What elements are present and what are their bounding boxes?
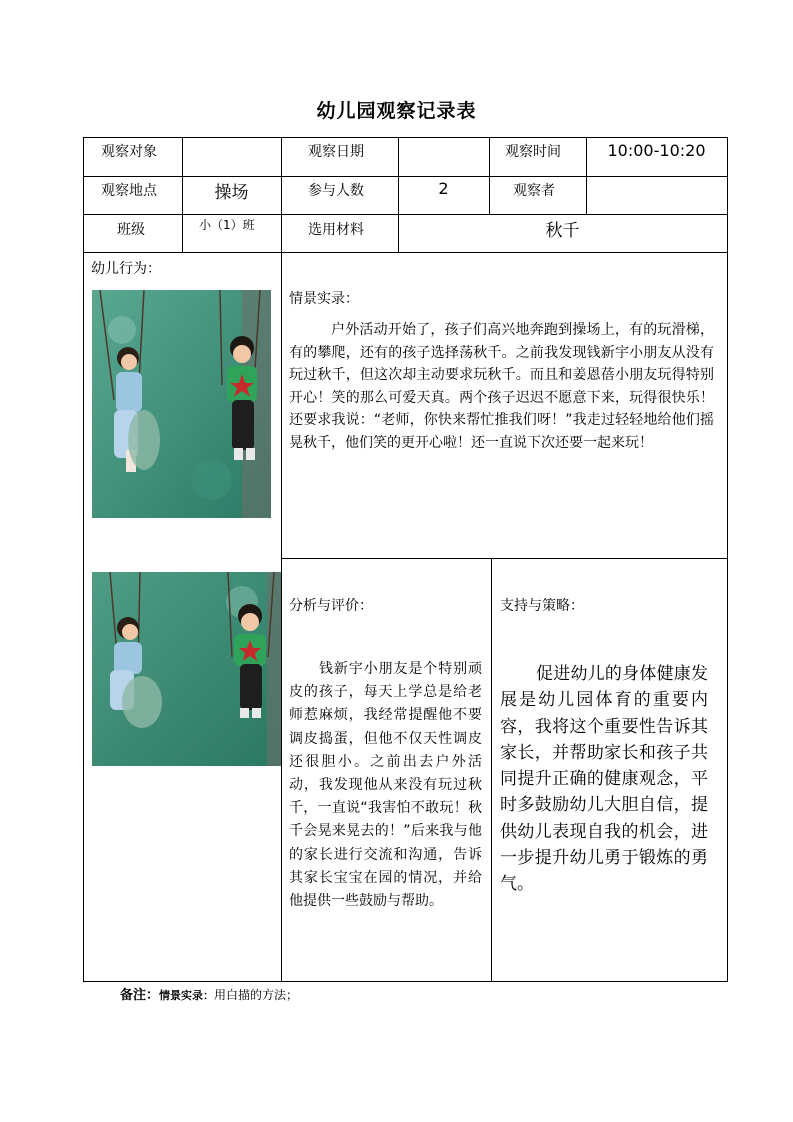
swing-photo-1 [92, 290, 271, 518]
analysis-label: 分析与评价： [289, 598, 373, 614]
note-item-text: 用白描的方法； [214, 988, 299, 1002]
location-value: 操场 [214, 183, 249, 203]
observe-time-value: 10:00-10:20 [607, 141, 706, 160]
observe-date-label: 观察日期 [308, 144, 364, 160]
observe-time-label: 观察时间 [505, 144, 561, 160]
footnote [120, 984, 298, 1003]
support-label: 支持与策略： [500, 598, 584, 614]
behavior-label: 幼儿行为： [91, 261, 161, 277]
swing-photo-2 [92, 572, 281, 766]
class-value: 小（1）班 [199, 218, 255, 232]
participants-label: 参与人数 [308, 183, 364, 199]
material-label: 选用材料 [308, 222, 364, 238]
scene-label: 情景实录： [289, 291, 359, 307]
participants-value: 2 [438, 179, 449, 198]
analysis-text: 钱新宇小朋友是个特别顽皮的孩子，每天上学总是给老师惹麻烦，我经常提醒他不要调皮捣蛋，但他不仅天性调皮还很胆小。之前出去户外活动，我发现他从来没有玩过秋千，一直说“我害怕不敢玩！秋千会晃来晃去的！”后来我与他的家长进行交流和沟通，告诉其家长宝宝在园的情况，并给他提供一些鼓励与帮助。 [289, 661, 482, 910]
class-label: 班级 [117, 222, 145, 238]
observer-label: 观察者 [513, 183, 555, 199]
location-label: 观察地点 [101, 183, 157, 199]
scene-text: 户外活动开始了，孩子们高兴地奔跑到操场上，有的玩滑梯，有的攀爬，还有的孩子选择荡秋千。之前我发现钱新宇小朋友从没有玩过秋千，但这次却主动要求玩秋千。而且和姜恩蓓小朋友玩得特别开心！笑的那么可爱天真。两个孩子迟迟不愿意下来，玩得很快乐！还要求我说：“老师，你快来帮忙推我们呀！”我走过轻轻地给他们摇晃秋千，他们笑的更开心啦！还一直说下次还要一起来玩！ [289, 322, 714, 451]
note-item-label: 情景实录： [159, 989, 215, 1002]
page-title: 幼儿园观察记录表 [316, 100, 477, 122]
note-label: 备注： [120, 988, 160, 1003]
support-text: 促进幼儿的身体健康发展是幼儿园体育的重要内容，我将这个重要性告诉其家长，并帮助家长和孩子共同提升正确的健康观念，平时多鼓励幼儿大胆自信，提供幼儿表现自我的机会，进一步提升幼儿勇于锻炼的勇气。 [500, 664, 708, 895]
observe-target-label: 观察对象 [101, 144, 157, 160]
material-value: 秋千 [545, 221, 580, 241]
